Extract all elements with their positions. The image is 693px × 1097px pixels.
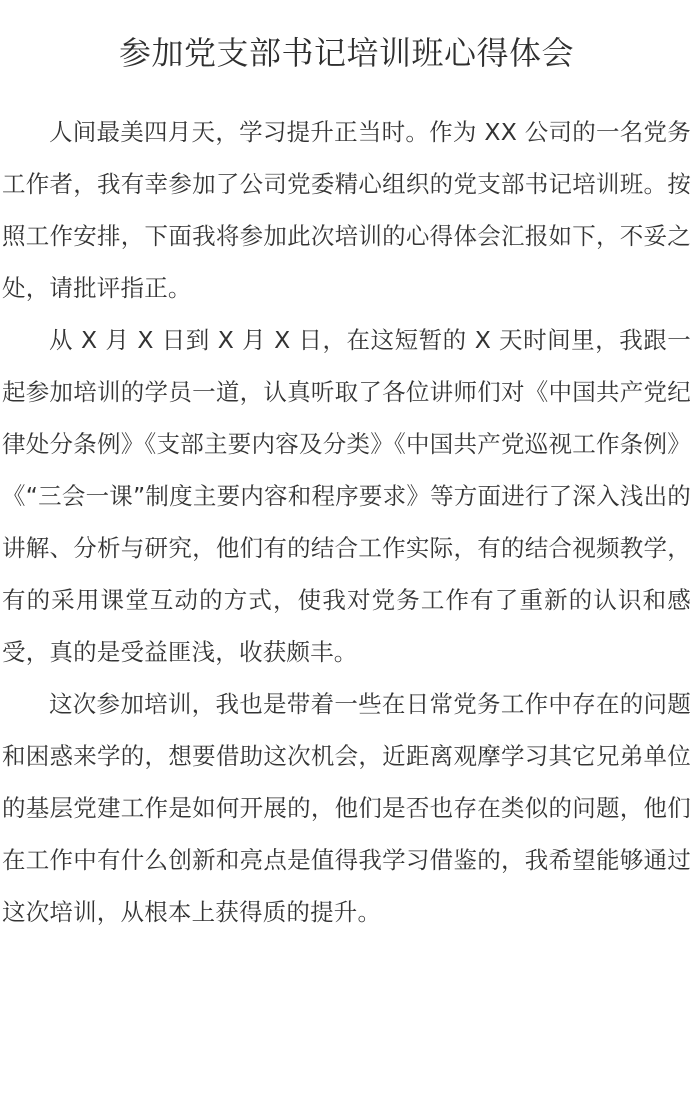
paragraph-1: 人间最美四月天，学习提升正当时。作为 XX 公司的一名党务工作者，我有幸参加了公司党委精心组织的党支部书记培训班。按照工作安排，下面我将参加此次培训的心得体会汇报如下，不妥之处，请批评指正。	[2, 118, 691, 302]
paragraph-2: 从 X 月 X 日到 X 月 X 日，在这短暂的 X 天时间里，我跟一起参加培训的学员一道，认真听取了各位讲师们对《中国共产党纪律处分条例》《支部主要内容及分类》《中国共产党巡视工作条例》《“三会一课”制度主要内容和程序要求》等方面进行了深入浅出的讲解、分析与研究，他们有的结合工作实际，有的结合视频教学，有的采用课堂互动的方式，使我对党务工作有了重新的认识和感受，真的是受益匪浅，收获颇丰。	[2, 326, 691, 666]
document-body	[0, 106, 693, 938]
document-title: 参加党支部书记培训班心得体会	[118, 34, 574, 72]
paragraph-3: 这次参加培训，我也是带着一些在日常党务工作中存在的问题和困惑来学的，想要借助这次机会，近距离观摩学习其它兄弟单位的基层党建工作是如何开展的，他们是否也存在类似的问题，他们在工作中有什么创新和亮点是值得我学习借鉴的，我希望能够通过这次培训，从根本上获得质的提升。	[2, 690, 691, 926]
